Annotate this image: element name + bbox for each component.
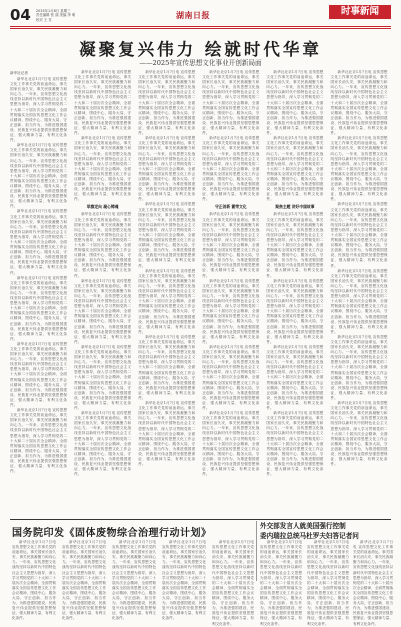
body-paragraph: 新华社北京1月7日电 宣传思想文化工作事关党的前途命运，事关国家长治久安，事关民族凝聚力和向心力。一年来，宣传思想文化战线坚持以新时代中国特色社会主义思想为指导，深入学习贯彻党的二十大和二十届历次全会精神，全面贯彻落实全国宣传思想文化工作会议精神，围绕中心、服务大局，守正创新、担当作为，为推进强国建设、民族复兴伟业提供坚强思想保证、强大精神力量、有利文化条件。 xyxy=(202,136,259,202)
bottom-right-headline xyxy=(260,522,396,541)
date-line: 2025年1月8日 星期三 xyxy=(36,9,75,13)
body-paragraph: 新华社北京1月7日电 宣传思想文化工作事关党的前途命运，事关国家长治久安，事关民族凝聚力和向心力。一年来，宣传思想文化战线坚持以新时代中国特色社会主义思想为指导，深入学习贯彻党的二十大和二十届历次全会精神，全面贯彻落实全国宣传思想文化工作会议精神，围绕中心、服务大局，守正创新、担当作为，为推进强国建设、民族复兴伟业提供坚强思想保证、强大精神力量、有利文化条件。 xyxy=(74,136,131,202)
bottom-text-column xyxy=(260,540,302,582)
body-paragraph: 新华社北京1月7日电 宣传思想文化工作事关党的前途命运，事关国家长治久安，事关民族凝聚力和向心力。一年来，宣传思想文化战线坚持以新时代中国特色社会主义思想为指导，深入学习贯彻党的二十大和二十届历次全会精神，全面贯彻落实全国宣传思想文化工作会议精神，围绕中心、服务大局，守正创新、担当作为，为推进强国建设、民族复兴伟业提供坚强思想保证、强大精神力量、有利文化条件。 xyxy=(138,335,195,401)
body-paragraph: 新华社北京1月7日电 宣传思想文化工作事关党的前途命运，事关国家长治久安，事关民族凝聚力和向心力。一年来，宣传思想文化战线坚持以新时代中国特色社会主义思想为指导，深入学习贯彻党的二十大和二十届历次全会精神，全面贯彻落实全国宣传思想文化工作会议精神，围绕中心、服务大局，守正创新、担当作为，为推进强国建设、民族复兴伟业提供坚强思想保证、强大精神力量、有利文化条件。 xyxy=(74,411,131,477)
page-number: 04 xyxy=(10,6,31,24)
body-paragraph: 新华社北京1月7日电 宣传思想文化工作事关党的前途命运，事关国家长治久安，事关民族凝聚力和向心力。一年来，宣传思想文化战线坚持以新时代中国特色社会主义思想为指导，深入学习贯彻党的二十大和二十届历次全会精神，全面贯彻落实全国宣传思想文化工作会议精神，围绕中心、服务大局，守正创新、担当作为，为推进强国建设、民族复兴伟业提供坚强思想保证、强大精神力量、有利文化条件。 xyxy=(74,212,131,278)
body-paragraph: 新华社北京1月7日电 宣传思想文化工作事关党的前途命运，事关国家长治久安，事关民族凝聚力和向心力。一年来，宣传思想文化战线坚持以新时代中国特色社会主义思想为指导，深入学习贯彻党的二十大和二十届历次全会精神，全面贯彻落实全国宣传思想文化工作会议精神，围绕中心、服务大局，守正创新、担当作为，为推进强国建设、民族复兴伟业提供坚强思想保证、强大精神力量、有利文化条件。 xyxy=(266,212,323,278)
lead-headline: 凝聚复兴伟力 绘就时代华章 xyxy=(0,36,401,60)
editor-line: 责任编辑 张 丽 美编 李 明 xyxy=(36,13,75,17)
text-column xyxy=(266,70,323,514)
body-paragraph: 新华社北京1月7日电 宣传思想文化工作事关党的前途命运，事关国家长治久安，事关民族凝聚力和向心力。一年来，宣传思想文化战线坚持以新时代中国特色社会主义思想为指导，深入学习贯彻党的二十大和二十届历次全会精神，全面贯彻落实全国宣传思想文化工作会议精神，围绕中心、服务大局，守正创新、担当作为，为推进强国建设、民族复兴伟业提供坚强思想保证、强大精神力量、有利文化条件。 xyxy=(202,70,259,136)
body-paragraph: 新华社北京1月7日电 宣传思想文化工作事关党的前途命运，事关国家长治久安，事关民族凝聚力和向心力。一年来，宣传思想文化战线坚持以新时代中国特色社会主义思想为指导，深入学习贯彻党的二十大和二十届历次全会精神，全面贯彻落实全国宣传思想文化工作会议精神，围绕中心、服务大局，守正创新、担当作为，为推进强国建设、民族复兴伟业提供坚强思想保证、强大精神力量、有利文化条件。 xyxy=(138,136,195,202)
body-paragraph: 新华社北京1月7日电 宣传思想文化工作事关党的前途命运，事关国家长治久安，事关民族凝聚力和向心力。一年来，宣传思想文化战线坚持以新时代中国特色社会主义思想为指导，深入学习贯彻党的二十大和二十届历次全会精神，全面贯彻落实全国宣传思想文化工作会议精神，围绕中心、服务大局，守正创新、担当作为，为推进强国建设、民族复兴伟业提供坚强思想保证、强大精神力量、有利文化条件。 xyxy=(266,136,323,202)
body-paragraph: 新华社北京1月7日电 宣传思想文化工作事关党的前途命运，事关国家长治久安，事关民族凝聚力和向心力。一年来，宣传思想文化战线坚持以新时代中国特色社会主义思想为指导，深入学习贯彻党的二十大和二十届历次全会精神，全面贯彻落实全国宣传思想文化工作会议精神，围绕中心、服务大局，守正创新、担当作为，为推进强国建设、民族复兴伟业提供坚强思想保证、强大精神力量、有利文化条件。 xyxy=(202,212,259,278)
body-paragraph: 新华社北京1月7日电 宣传思想文化工作事关党的前途命运，事关国家长治久安，事关民族凝聚力和向心力。一年来，宣传思想文化战线坚持以新时代中国特色社会主义思想为指导，深入学习贯彻党的二十大和二十届历次全会精神，全面贯彻落实全国宣传思想文化工作会议精神，围绕中心、服务大局，守正创新、担当作为，为推进强国建设、民族复兴伟业提供坚强思想保证、强大精神力量、有利文化条件。 xyxy=(74,345,131,411)
body-paragraph: 新华社北京1月7日电 宣传思想文化工作事关党的前途命运，事关国家长治久安，事关民族凝聚力和向心力。一年来，宣传思想文化战线坚持以新时代中国特色社会主义思想为指导，深入学习贯彻党的二十大和二十届历次全会精神，全面贯彻落实全国宣传思想文化工作会议精神，围绕中心、服务大局，守正创新、担当作为，为推进强国建设、民族复兴伟业提供坚强思想保证、强大精神力量、有利文化条件。 xyxy=(112,540,156,622)
body-paragraph: 新华社北京1月7日电 宣传思想文化工作事关党的前途命运，事关国家长治久安，事关民族凝聚力和向心力。一年来，宣传思想文化战线坚持以新时代中国特色社会主义思想为指导，深入学习贯彻党的二十大和二十届历次全会精神，全面贯彻落实全国宣传思想文化工作会议精神，围绕中心、服务大局，守正创新、担当作为，为推进强国建设、民族复兴伟业提供坚强思想保证、强大精神力量、有利文化条件。 xyxy=(266,70,323,136)
body-paragraph: 新华社北京1月7日电 宣传思想文化工作事关党的前途命运，事关国家长治久安，事关民族凝聚力和向心力。一年来，宣传思想文化战线坚持以新时代中国特色社会主义思想为指导，深入学习贯彻党的二十大和二十届历次全会精神，全面贯彻落实全国宣传思想文化工作会议精神，围绕中心、服务大局，守正创新、担当作为，为推进强国建设、民族复兴伟业提供坚强思想保证、强大精神力量、有利文化条件。 xyxy=(138,70,195,136)
body-paragraph: 新华社北京1月7日电 宣传思想文化工作事关党的前途命运，事关国家长治久安，事关民族凝聚力和向心力。一年来，宣传思想文化战线坚持以新时代中国特色社会主义思想为指导，深入学习贯彻党的二十大和二十届历次全会精神，全面贯彻落实全国宣传思想文化工作会议精神，围绕中心、服务大局，守正创新、担当作为，为推进强国建设、民族复兴伟业提供坚强思想保证、强大精神力量、有利文化条件。 xyxy=(12,540,56,622)
lead-subhead: ——2025年宣传思想文化事业开创新局面 xyxy=(0,57,401,67)
page-header xyxy=(10,6,391,26)
header-rule xyxy=(10,26,391,27)
body-paragraph: 新华社北京1月7日电 宣传思想文化工作事关党的前途命运，事关国家长治久安，事关民族凝聚力和向心力。一年来，宣传思想文化战线坚持以新时代中国特色社会主义思想为指导，深入学习贯彻党的二十大和二十届历次全会精神，全面贯彻落实全国宣传思想文化工作会议精神，围绕中心、服务大局，守正创新、担当作为，为推进强国建设、民族复兴伟业提供坚强思想保证、强大精神力量、有利文化条件。 xyxy=(202,279,259,345)
text-column xyxy=(202,70,259,514)
column-divider xyxy=(256,521,257,581)
body-paragraph: 新华社北京1月7日电 宣传思想文化工作事关党的前途命运，事关国家长治久安，事关民族凝聚力和向心力。一年来，宣传思想文化战线坚持以新时代中国特色社会主义思想为指导，深入学习贯彻党的二十大和二十届历次全会精神，全面贯彻落实全国宣传思想文化工作会议精神，围绕中心、服务大局，守正创新、担当作为，为推进强国建设、民族复兴伟业提供坚强思想保证、强大精神力量、有利文化条件。 xyxy=(353,540,393,627)
text-column xyxy=(331,70,388,514)
body-paragraph: 新华社北京1月7日电 宣传思想文化工作事关党的前途命运，事关国家长治久安，事关民族凝聚力和向心力。一年来，宣传思想文化战线坚持以新时代中国特色社会主义思想为指导，深入学习贯彻党的二十大和二十届历次全会精神，全面贯彻落实全国宣传思想文化工作会议精神，围绕中心、服务大局，守正创新、担当作为，为推进强国建设、民族复兴伟业提供坚强思想保证、强大精神力量、有利文化条件。 xyxy=(10,209,67,275)
bottom-text-column xyxy=(112,540,156,582)
proof-line: 校对 王 芳 xyxy=(36,18,75,22)
body-paragraph: 新华社北京1月7日电 宣传思想文化工作事关党的前途命运，事关国家长治久安，事关民族凝聚力和向心力。一年来，宣传思想文化战线坚持以新时代中国特色社会主义思想为指导，深入学习贯彻党的二十大和二十届历次全会精神，全面贯彻落实全国宣传思想文化工作会议精神，围绕中心、服务大局，守正创新、担当作为，为推进强国建设、民族复兴伟业提供坚强思想保证、强大精神力量、有利文化条件。 xyxy=(74,279,131,345)
bottom-text-column xyxy=(212,540,254,582)
body-paragraph: 新华社北京1月7日电 宣传思想文化工作事关党的前途命运，事关国家长治久安，事关民族凝聚力和向心力。一年来，宣传思想文化战线坚持以新时代中国特色社会主义思想为指导，深入学习贯彻党的二十大和二十届历次全会精神，全面贯彻落实全国宣传思想文化工作会议精神，围绕中心、服务大局，守正创新、担当作为，为推进强国建设、民族复兴伟业提供坚强思想保证、强大精神力量、有利文化条件。 xyxy=(10,342,67,408)
text-column xyxy=(74,70,131,514)
text-column xyxy=(138,70,195,514)
masthead: 湖南日报 xyxy=(176,10,210,21)
body-paragraph: 新华社北京1月7日电 宣传思想文化工作事关党的前途命运，事关国家长治久安，事关民族凝聚力和向心力。一年来，宣传思想文化战线坚持以新时代中国特色社会主义思想为指导，深入学习贯彻党的二十大和二十届历次全会精神，全面贯彻落实全国宣传思想文化工作会议精神，围绕中心、服务大局，守正创新、担当作为，为推进强国建设、民族复兴伟业提供坚强思想保证、强大精神力量、有利文化条件。 xyxy=(10,77,67,143)
body-paragraph: 新华社北京1月7日电 宣传思想文化工作事关党的前途命运，事关国家长治久安，事关民族凝聚力和向心力。一年来，宣传思想文化战线坚持以新时代中国特色社会主义思想为指导，深入学习贯彻党的二十大和二十届历次全会精神，全面贯彻落实全国宣传思想文化工作会议精神，围绕中心、服务大局，守正创新、担当作为，为推进强国建设、民族复兴伟业提供坚强思想保证、强大精神力量、有利文化条件。 xyxy=(331,136,388,202)
body-paragraph: 新华社北京1月7日电 宣传思想文化工作事关党的前途命运，事关国家长治久安，事关民族凝聚力和向心力。一年来，宣传思想文化战线坚持以新时代中国特色社会主义思想为指导，深入学习贯彻党的二十大和二十届历次全会精神，全面贯彻落实全国宣传思想文化工作会议精神，围绕中心、服务大局，守正创新、担当作为，为推进强国建设、民族复兴伟业提供坚强思想保证、强大精神力量、有利文化条件。 xyxy=(331,401,388,467)
bottom-text-column xyxy=(353,540,393,582)
body-paragraph: 新华社北京1月7日电 宣传思想文化工作事关党的前途命运，事关国家长治久安，事关民族凝聚力和向心力。一年来，宣传思想文化战线坚持以新时代中国特色社会主义思想为指导，深入学习贯彻党的二十大和二十届历次全会精神，全面贯彻落实全国宣传思想文化工作会议精神，围绕中心、服务大局，守正创新、担当作为，为推进强国建设、民族复兴伟业提供坚强思想保证、强大精神力量、有利文化条件。 xyxy=(266,279,323,345)
text-column xyxy=(10,70,67,514)
right-headline-line: 外交部发言人就美国强行控制 xyxy=(260,522,396,532)
body-paragraph: 新华社北京1月7日电 宣传思想文化工作事关党的前途命运，事关国家长治久安，事关民族凝聚力和向心力。一年来，宣传思想文化战线坚持以新时代中国特色社会主义思想为指导，深入学习贯彻党的二十大和二十届历次全会精神，全面贯彻落实全国宣传思想文化工作会议精神，围绕中心、服务大局，守正创新、担当作为，为推进强国建设、民族复兴伟业提供坚强思想保证、强大精神力量、有利文化条件。 xyxy=(138,401,195,467)
body-paragraph: 新华社北京1月7日电 宣传思想文化工作事关党的前途命运，事关国家长治久安，事关民族凝聚力和向心力。一年来，宣传思想文化战线坚持以新时代中国特色社会主义思想为指导，深入学习贯彻党的二十大和二十届历次全会精神，全面贯彻落实全国宣传思想文化工作会议精神，围绕中心、服务大局，守正创新、担当作为，为推进强国建设、民族复兴伟业提供坚强思想保证、强大精神力量、有利文化条件。 xyxy=(10,408,67,474)
bottom-text-column xyxy=(12,540,56,582)
body-paragraph: 新华社北京1月7日电 宣传思想文化工作事关党的前途命运，事关国家长治久安，事关民族凝聚力和向心力。一年来，宣传思想文化战线坚持以新时代中国特色社会主义思想为指导，深入学习贯彻党的二十大和二十届历次全会精神，全面贯彻落实全国宣传思想文化工作会议精神，围绕中心、服务大局，守正创新、担当作为，为推进强国建设、民族复兴伟业提供坚强思想保证、强大精神力量、有利文化条件。 xyxy=(266,411,323,477)
section-subhead: 守正创新 繁荣文化 xyxy=(202,204,259,210)
body-paragraph: 新华社北京1月7日电 宣传思想文化工作事关党的前途命运，事关国家长治久安，事关民族凝聚力和向心力。一年来，宣传思想文化战线坚持以新时代中国特色社会主义思想为指导，深入学习贯彻党的二十大和二十届历次全会精神，全面贯彻落实全国宣传思想文化工作会议精神，围绕中心、服务大局，守正创新、担当作为，为推进强国建设、民族复兴伟业提供坚强思想保证、强大精神力量、有利文化条件。 xyxy=(266,345,323,411)
body-paragraph: 新华社北京1月7日电 宣传思想文化工作事关党的前途命运，事关国家长治久安，事关民族凝聚力和向心力。一年来，宣传思想文化战线坚持以新时代中国特色社会主义思想为指导，深入学习贯彻党的二十大和二十届历次全会精神，全面贯彻落实全国宣传思想文化工作会议精神，围绕中心、服务大局，守正创新、担当作为，为推进强国建设、民族复兴伟业提供坚强思想保证、强大精神力量、有利文化条件。 xyxy=(138,269,195,335)
bottom-text-column xyxy=(162,540,206,582)
right-headline-line: 委内瑞拉总统马杜罗夫妇答记者问 xyxy=(260,532,396,542)
body-paragraph: 新华社北京1月7日电 宣传思想文化工作事关党的前途命运，事关国家长治久安，事关民族凝聚力和向心力。一年来，宣传思想文化战线坚持以新时代中国特色社会主义思想为指导，深入学习贯彻党的二十大和二十届历次全会精神，全面贯彻落实全国宣传思想文化工作会议精神，围绕中心、服务大局，守正创新、担当作为，为推进强国建设、民族复兴伟业提供坚强思想保证、强大精神力量、有利文化条件。 xyxy=(331,269,388,335)
bottom-section-rule xyxy=(10,519,391,520)
body-paragraph: 新华社北京1月7日电 宣传思想文化工作事关党的前途命运，事关国家长治久安，事关民族凝聚力和向心力。一年来，宣传思想文化战线坚持以新时代中国特色社会主义思想为指导，深入学习贯彻党的二十大和二十届历次全会精神，全面贯彻落实全国宣传思想文化工作会议精神，围绕中心、服务大局，守正创新、担当作为，为推进强国建设、民族复兴伟业提供坚强思想保证、强大精神力量、有利文化条件。 xyxy=(331,202,388,268)
body-paragraph: 新华社北京1月7日电 宣传思想文化工作事关党的前途命运，事关国家长治久安，事关民族凝聚力和向心力。一年来，宣传思想文化战线坚持以新时代中国特色社会主义思想为指导，深入学习贯彻党的二十大和二十届历次全会精神，全面贯彻落实全国宣传思想文化工作会议精神，围绕中心、服务大局，守正创新、担当作为，为推进强国建设、民族复兴伟业提供坚强思想保证、强大精神力量、有利文化条件。 xyxy=(74,70,131,136)
body-paragraph: 新华社北京1月7日电 宣传思想文化工作事关党的前途命运，事关国家长治久安，事关民族凝聚力和向心力。一年来，宣传思想文化战线坚持以新时代中国特色社会主义思想为指导，深入学习贯彻党的二十大和二十届历次全会精神，全面贯彻落实全国宣传思想文化工作会议精神，围绕中心、服务大局，守正创新、担当作为，为推进强国建设、民族复兴伟业提供坚强思想保证、强大精神力量、有利文化条件。 xyxy=(162,540,206,622)
body-paragraph: 新华社北京1月7日电 宣传思想文化工作事关党的前途命运，事关国家长治久安，事关民族凝聚力和向心力。一年来，宣传思想文化战线坚持以新时代中国特色社会主义思想为指导，深入学习贯彻党的二十大和二十届历次全会精神，全面贯彻落实全国宣传思想文化工作会议精神，围绕中心、服务大局，守正创新、担当作为，为推进强国建设、民族复兴伟业提供坚强思想保证、强大精神力量、有利文化条件。 xyxy=(212,540,254,627)
lead-article-body xyxy=(10,70,392,514)
body-paragraph: 新华社北京1月7日电 宣传思想文化工作事关党的前途命运，事关国家长治久安，事关民族凝聚力和向心力。一年来，宣传思想文化战线坚持以新时代中国特色社会主义思想为指导，深入学习贯彻党的二十大和二十届历次全会精神，全面贯彻落实全国宣传思想文化工作会议精神，围绕中心、服务大局，守正创新、担当作为，为推进强国建设、民族复兴伟业提供坚强思想保证、强大精神力量、有利文化条件。 xyxy=(202,411,259,477)
body-paragraph: 新华社北京1月7日电 宣传思想文化工作事关党的前途命运，事关国家长治久安，事关民族凝聚力和向心力。一年来，宣传思想文化战线坚持以新时代中国特色社会主义思想为指导，深入学习贯彻党的二十大和二十届历次全会精神，全面贯彻落实全国宣传思想文化工作会议精神，围绕中心、服务大局，守正创新、担当作为，为推进强国建设、民族复兴伟业提供坚强思想保证、强大精神力量、有利文化条件。 xyxy=(331,335,388,401)
section-subhead: 举旗定向 凝心铸魂 xyxy=(74,204,131,210)
body-paragraph: 新华社北京1月7日电 宣传思想文化工作事关党的前途命运，事关国家长治久安，事关民族凝聚力和向心力。一年来，宣传思想文化战线坚持以新时代中国特色社会主义思想为指导，深入学习贯彻党的二十大和二十届历次全会精神，全面贯彻落实全国宣传思想文化工作会议精神，围绕中心、服务大局，守正创新、担当作为，为推进强国建设、民族复兴伟业提供坚强思想保证、强大精神力量、有利文化条件。 xyxy=(307,540,349,627)
bottom-text-column xyxy=(62,540,106,582)
body-paragraph: 新华社北京1月7日电 宣传思想文化工作事关党的前途命运，事关国家长治久安，事关民族凝聚力和向心力。一年来，宣传思想文化战线坚持以新时代中国特色社会主义思想为指导，深入学习贯彻党的二十大和二十届历次全会精神，全面贯彻落实全国宣传思想文化工作会议精神，围绕中心、服务大局，守正创新、担当作为，为推进强国建设、民族复兴伟业提供坚强思想保证、强大精神力量、有利文化条件。 xyxy=(62,540,106,622)
body-paragraph: 新华社北京1月7日电 宣传思想文化工作事关党的前途命运，事关国家长治久安，事关民族凝聚力和向心力。一年来，宣传思想文化战线坚持以新时代中国特色社会主义思想为指导，深入学习贯彻党的二十大和二十届历次全会精神，全面贯彻落实全国宣传思想文化工作会议精神，围绕中心、服务大局，守正创新、担当作为，为推进强国建设、民族复兴伟业提供坚强思想保证、强大精神力量、有利文化条件。 xyxy=(331,70,388,136)
section-subhead: 聚焦主题 讲好中国故事 xyxy=(266,204,323,210)
body-paragraph: 新华社北京1月7日电 宣传思想文化工作事关党的前途命运，事关国家长治久安，事关民族凝聚力和向心力。一年来，宣传思想文化战线坚持以新时代中国特色社会主义思想为指导，深入学习贯彻党的二十大和二十届历次全会精神，全面贯彻落实全国宣传思想文化工作会议精神，围绕中心、服务大局，守正创新、担当作为，为推进强国建设、民族复兴伟业提供坚强思想保证、强大精神力量、有利文化条件。 xyxy=(202,345,259,411)
bottom-left-headline: 国务院印发《固体废物综合治理行动计划》 xyxy=(12,524,252,539)
issue-info xyxy=(36,9,75,22)
byline: 新华社记者 xyxy=(10,71,67,76)
body-paragraph: 新华社北京1月7日电 宣传思想文化工作事关党的前途命运，事关国家长治久安，事关民族凝聚力和向心力。一年来，宣传思想文化战线坚持以新时代中国特色社会主义思想为指导，深入学习贯彻党的二十大和二十届历次全会精神，全面贯彻落实全国宣传思想文化工作会议精神，围绕中心、服务大局，守正创新、担当作为，为推进强国建设、民族复兴伟业提供坚强思想保证、强大精神力量、有利文化条件。 xyxy=(260,540,302,627)
body-paragraph: 新华社北京1月7日电 宣传思想文化工作事关党的前途命运，事关国家长治久安，事关民族凝聚力和向心力。一年来，宣传思想文化战线坚持以新时代中国特色社会主义思想为指导，深入学习贯彻党的二十大和二十届历次全会精神，全面贯彻落实全国宣传思想文化工作会议精神，围绕中心、服务大局，守正创新、担当作为，为推进强国建设、民族复兴伟业提供坚强思想保证、强大精神力量、有利文化条件。 xyxy=(10,276,67,342)
section-label: 时事新闻 xyxy=(329,5,391,19)
body-paragraph: 新华社北京1月7日电 宣传思想文化工作事关党的前途命运，事关国家长治久安，事关民族凝聚力和向心力。一年来，宣传思想文化战线坚持以新时代中国特色社会主义思想为指导，深入学习贯彻党的二十大和二十届历次全会精神，全面贯彻落实全国宣传思想文化工作会议精神，围绕中心、服务大局，守正创新、担当作为，为推进强国建设、民族复兴伟业提供坚强思想保证、强大精神力量、有利文化条件。 xyxy=(138,202,195,268)
body-paragraph: 新华社北京1月7日电 宣传思想文化工作事关党的前途命运，事关国家长治久安，事关民族凝聚力和向心力。一年来，宣传思想文化战线坚持以新时代中国特色社会主义思想为指导，深入学习贯彻党的二十大和二十届历次全会精神，全面贯彻落实全国宣传思想文化工作会议精神，围绕中心、服务大局，守正创新、担当作为，为推进强国建设、民族复兴伟业提供坚强思想保证、强大精神力量、有利文化条件。 xyxy=(10,143,67,209)
bottom-text-column xyxy=(307,540,349,582)
